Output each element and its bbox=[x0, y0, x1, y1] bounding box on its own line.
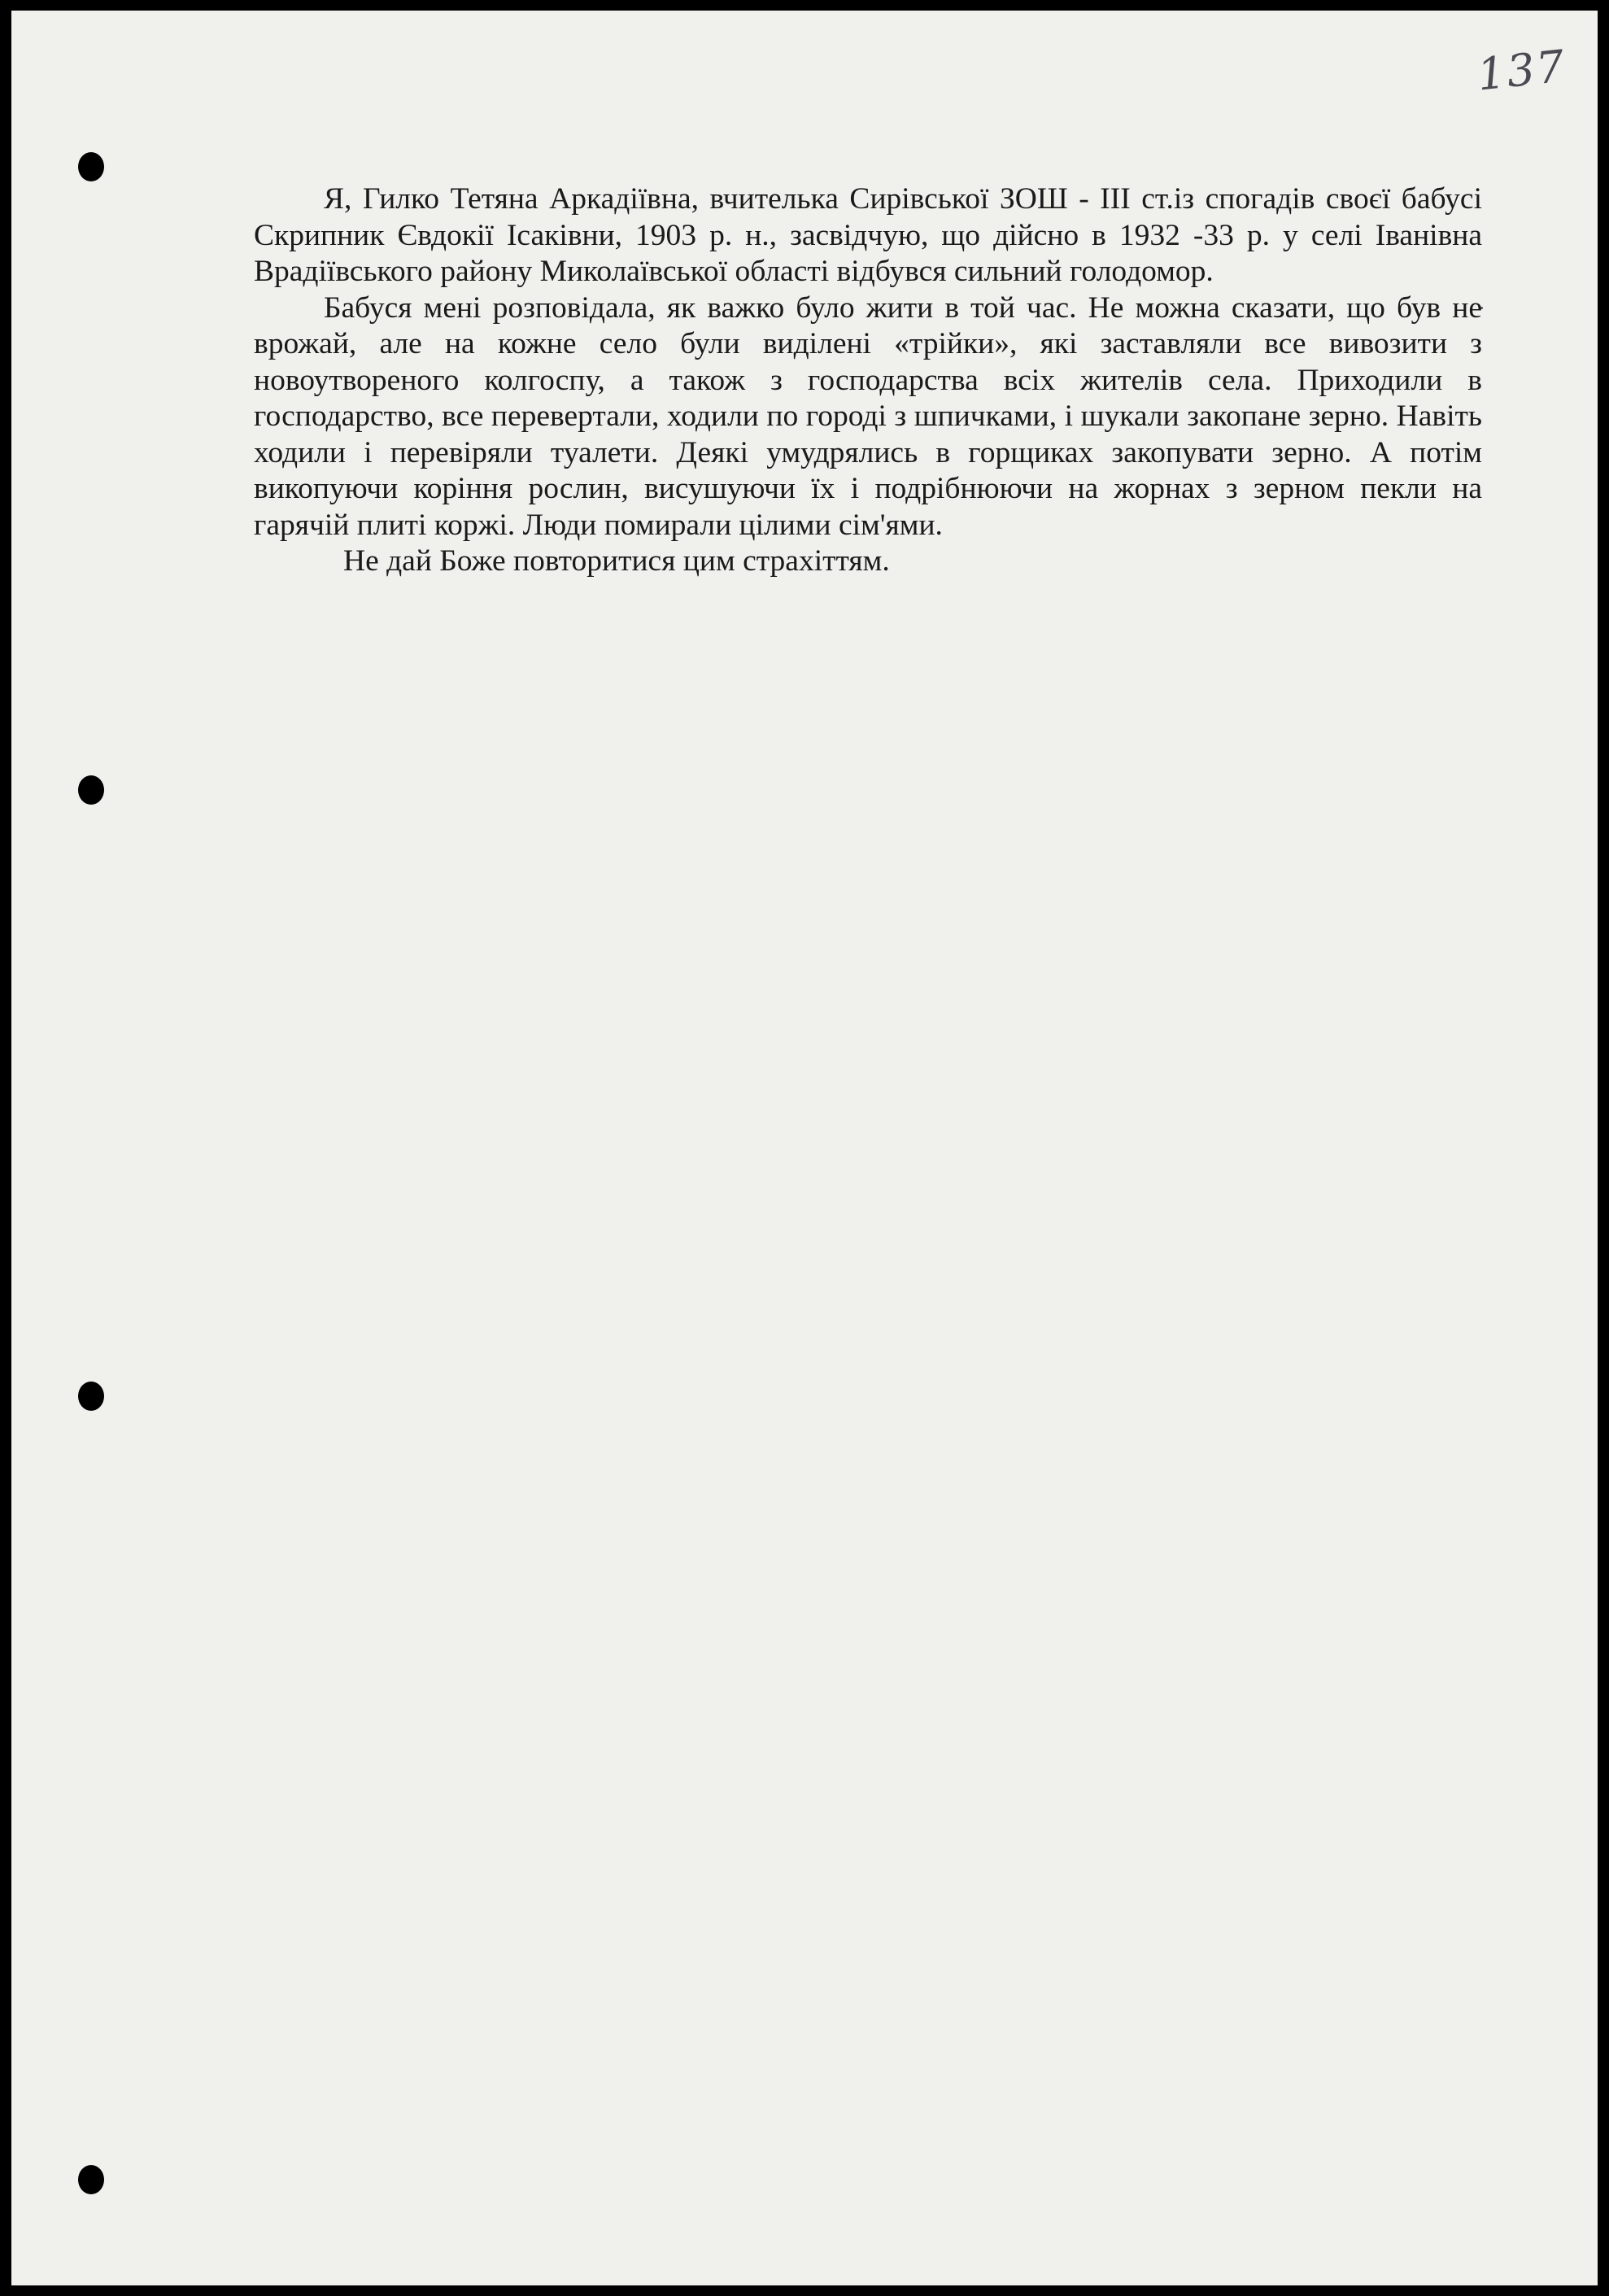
testimony-text bbox=[254, 181, 1482, 580]
paragraph-closing: Не дай Боже повторитися цим страхіттям. bbox=[343, 544, 890, 578]
punch-hole bbox=[78, 2165, 104, 2194]
document-page bbox=[11, 11, 1598, 2285]
punch-hole bbox=[78, 152, 104, 181]
paragraph-intro: Я, Гилко Тетяна Аркадіївна, вчителька Сирівської ЗОШ - ІІІ ст.із спогадів своєї бабусі Скрипник Євдокії Ісаківни, 1903 р. н., засвідчую, що дійсно в 1932 -33 р. у селі Іванівна Врадіївського району Миколаївської області відбувся сильний голодомор. bbox=[254, 182, 1482, 288]
punch-hole bbox=[78, 775, 104, 805]
paragraph-story: Бабуся мені розповідала, як важко було жити в той час. Не можна сказати, що був не врожай, але на кожне село були виділені «трійки», які заставляли все вивозити з новоутвореного колгоспу, а також з господарства всіх жителів села. Приходили в господарство, все перевертали, ходили по городі з шпичками, і шукали закопане зерно. Навіть ходили і перевіряли туалети. Деякі умудрялись в горщиках закопувати зерно. А потім викопуючи коріння рослин, висушуючи їх і подрібнюючи на жорнах з зерном пекли на гарячій плиті коржі. Люди помирали цілими сім'ями. bbox=[254, 290, 1482, 542]
handwritten-page-number: 137 bbox=[1475, 40, 1569, 101]
punch-hole bbox=[78, 1382, 104, 1411]
